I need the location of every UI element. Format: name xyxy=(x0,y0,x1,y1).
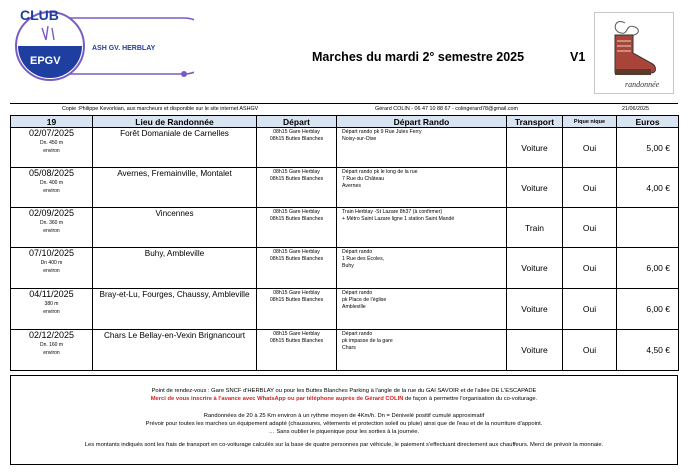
schedule-table xyxy=(10,115,679,371)
header-number: 19 xyxy=(11,116,93,128)
lieu-cell: Vincennes xyxy=(93,208,257,248)
pique-nique-cell: Oui xyxy=(563,330,617,371)
header-euros: Euros xyxy=(617,116,679,128)
document-title: Marches du mardi 2° semestre 2025 xyxy=(312,50,525,64)
header-pique-nique: Pique nique xyxy=(563,116,617,128)
pique-nique-cell: Oui xyxy=(563,208,617,248)
depart-rando-cell: Train Herblay -St Lazare 8h37 (à confirmer) + Métro Saint Lazare ligne 1 station Saint Mandé xyxy=(337,208,507,248)
lieu-cell: Buhy, Ambleville xyxy=(93,248,257,289)
header-depart-rando: Départ Rando xyxy=(337,116,507,128)
depart-cell: 08h15 Gare Herblay 08h15 Buttes Blanches xyxy=(257,168,337,208)
depart-cell: 08h15 Gare Herblay 08h15 Buttes Blanches xyxy=(257,128,337,168)
depart-cell: 08h15 Gare Herblay 08h15 Buttes Blanches xyxy=(257,289,337,330)
picnic-note: … Sans oublier le piquenique pour les sorties à la journée. xyxy=(268,429,420,435)
transport-cell: Voiture xyxy=(507,168,563,208)
euros-cell: 5,00 € xyxy=(617,128,679,168)
transport-cell: Voiture xyxy=(507,330,563,371)
date-cell: 02/09/2025 Dn. 360 m environ xyxy=(11,208,93,248)
euros-cell: 6,00 € xyxy=(617,289,679,330)
euros-cell: 6,00 € xyxy=(617,248,679,289)
costs-note: Les montants indiqués sont les frais de transport en co-voiturage calculés sur la base de quatre personnes par véhicule, le paiement s'effectuant directement aux chauffeurs. Merci de prévoir la monnaie. xyxy=(84,442,604,448)
euros-cell: 4,50 € xyxy=(617,330,679,371)
euros-cell: 4,00 € xyxy=(617,168,679,208)
depart-rando-cell: Départ rando pk le long de la rue 7 Rue du Château Avernes xyxy=(337,168,507,208)
transport-cell: Train xyxy=(507,208,563,248)
club-epgv-logo xyxy=(14,6,194,86)
lieu-cell: Avernes, Fremainville, Montalet xyxy=(93,168,257,208)
contact-info: Gérard COLIN - 06 47 10 88 67 - colingerard78@gmail.com xyxy=(375,106,519,112)
table-row xyxy=(11,168,679,208)
svg-text:ASH GV. HERBLAY: ASH GV. HERBLAY xyxy=(92,45,156,52)
table-row xyxy=(11,128,679,168)
lieu-cell: Chars Le Bellay-en-Vexin Brignancourt xyxy=(93,330,257,371)
transport-cell: Voiture xyxy=(507,289,563,330)
depart-rando-cell: Départ rando pk 9 Rue Jules Ferry Noisy-sur-Oise xyxy=(337,128,507,168)
euros-cell xyxy=(617,208,679,248)
version-label: V1 xyxy=(570,50,586,64)
hiking-boot-image xyxy=(594,12,674,94)
pique-nique-cell: Oui xyxy=(563,168,617,208)
svg-text:EPGV: EPGV xyxy=(30,55,61,67)
footer-notes xyxy=(10,375,678,465)
date-cell: 02/12/2025 Dn. 160 m environ xyxy=(11,330,93,371)
depart-rando-cell: Départ rando 1 Rue des Écoles, Buhy xyxy=(337,248,507,289)
transport-cell: Voiture xyxy=(507,248,563,289)
header-transport: Transport xyxy=(507,116,563,128)
svg-text:randonnée: randonnée xyxy=(625,80,660,89)
pique-nique-cell: Oui xyxy=(563,289,617,330)
registration-note: Merci de vous inscrire à l'avance avec WhatsApp ou par téléphone auprès de Gérard COLIN de façon à permettre l'organisation du co-voiturage. xyxy=(150,396,538,402)
transport-cell: Voiture xyxy=(507,128,563,168)
table-row xyxy=(11,289,679,330)
meeting-point-note: Point de rendez-vous : Gare SNCF d'HERBLAY ou pour les Buttes Blanches Parking à l'angle de la rue du GAI SAVOIR et de l'allée DE L'ESCAPADE xyxy=(151,388,537,394)
table-row xyxy=(11,330,679,371)
table-row xyxy=(11,208,679,248)
header-depart: Départ xyxy=(257,116,337,128)
svg-text:CLUB: CLUB xyxy=(20,7,59,23)
lieu-cell: Forêt Domaniale de Carnelles xyxy=(93,128,257,168)
date-cell: 04/11/2025 380 m environ xyxy=(11,289,93,330)
date-cell: 02/07/2025 Dn. 450 m environ xyxy=(11,128,93,168)
header-lieu: Lieu de Randonnée xyxy=(93,116,257,128)
equipment-note: Prévoir pour toutes les marches un équipement adapté (chaussures, vêtements et protection soleil ou pluie) ainsi que de l'eau et de la nourriture d'appoint. xyxy=(145,421,543,427)
lieu-cell: Bray-et-Lu, Fourges, Chaussy, Ambleville xyxy=(93,289,257,330)
depart-cell: 08h15 Gare Herblay 08h15 Buttes Blanches xyxy=(257,208,337,248)
date-cell: 07/10/2025 Dn 400 m environ xyxy=(11,248,93,289)
depart-rando-cell: Départ rando pk impasse de la gare Chars xyxy=(337,330,507,371)
pique-nique-cell: Oui xyxy=(563,128,617,168)
copy-note: Copie :Philippe Kevorkian, aux marcheurs et disponible sur le site internet ASHGV xyxy=(62,106,259,112)
depart-cell: 08h15 Gare Herblay 08h15 Buttes Blanches xyxy=(257,248,337,289)
pique-nique-cell: Oui xyxy=(563,248,617,289)
date-cell: 05/08/2025 Dn. 400 m environ xyxy=(11,168,93,208)
depart-cell: 08h15 Gare Herblay 08h15 Buttes Blanches xyxy=(257,330,337,371)
table-row xyxy=(11,248,679,289)
doc-date: 21/06/2025 xyxy=(622,106,649,112)
distance-note: Randonnées de 20 à 25 Km environ à un rythme moyen de 4Km/h. Dn = Dénivelé positif cumulé approximatif xyxy=(203,413,485,419)
depart-rando-cell: Départ rando pk Place de l'église Ambleville xyxy=(337,289,507,330)
